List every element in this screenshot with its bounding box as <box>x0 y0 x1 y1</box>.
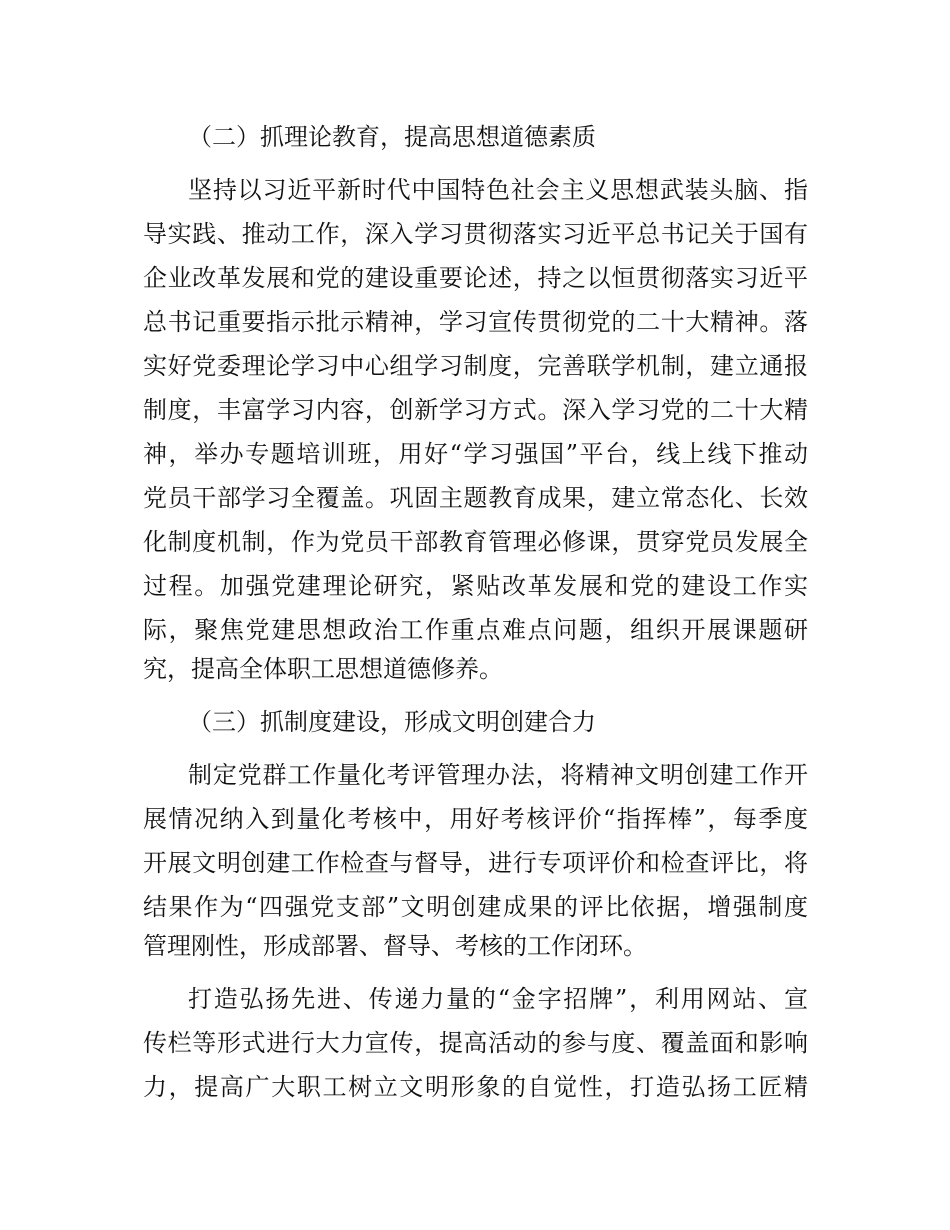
text-line: 导实践、推动工作，深入学习贯彻落实习近平总书记关于国有 <box>143 220 808 248</box>
text-line: 力，提高广大职工树立文明形象的自觉性，打造弘扬工匠精 <box>143 1073 808 1101</box>
text-line: 究，提高全体职工思想道德修养。 <box>143 655 503 683</box>
text-line: 开展文明创建工作检查与督导，进行专项评价和检查评比，将 <box>143 849 808 877</box>
section-heading-2: （二）抓理论教育，提高思想道德素质 <box>188 123 596 151</box>
text-line: 管理刚性，形成部署、督导、考核的工作闭环。 <box>143 932 647 960</box>
section-heading-3: （三）抓制度建设，形成文明创建合力 <box>188 708 596 736</box>
text-line: 制定党群工作量化考评管理办法，将精神文明创建工作开 <box>188 761 808 789</box>
text-line: 坚持以习近平新时代中国特色社会主义思想武装头脑、指 <box>188 176 808 204</box>
text-line: 传栏等形式进行大力宣传，提高活动的参与度、覆盖面和影响 <box>143 1029 808 1057</box>
text-line: 化制度机制，作为党员干部教育管理必修课，贯穿党员发展全 <box>143 528 808 556</box>
text-line: 制度，丰富学习内容，创新学习方式。深入学习党的二十大精 <box>143 396 808 424</box>
text-line: 总书记重要指示批示精神，学习宣传贯彻党的二十大精神。落 <box>143 308 808 336</box>
text-line: 企业改革发展和党的建设重要论述，持之以恒贯彻落实习近平 <box>143 264 808 292</box>
text-line: 际，聚焦党建思想政治工作重点难点问题，组织开展课题研 <box>143 616 808 644</box>
text-line: 结果作为“四强党支部”文明创建成果的评比依据，增强制度 <box>143 893 808 921</box>
text-line: 打造弘扬先进、传递力量的“金字招牌”，利用网站、宣 <box>188 985 808 1013</box>
text-line: 过程。加强党建理论研究，紧贴改革发展和党的建设工作实 <box>143 572 808 600</box>
text-line: 神，举办专题培训班，用好“学习强国”平台，线上线下推动 <box>143 440 808 468</box>
text-line: 实好党委理论学习中心组学习制度，完善联学机制，建立通报 <box>143 352 808 380</box>
text-line: 党员干部学习全覆盖。巩固主题教育成果，建立常态化、长效 <box>143 484 808 512</box>
text-line: 展情况纳入到量化考核中，用好考核评价“指挥棒”，每季度 <box>143 805 808 833</box>
